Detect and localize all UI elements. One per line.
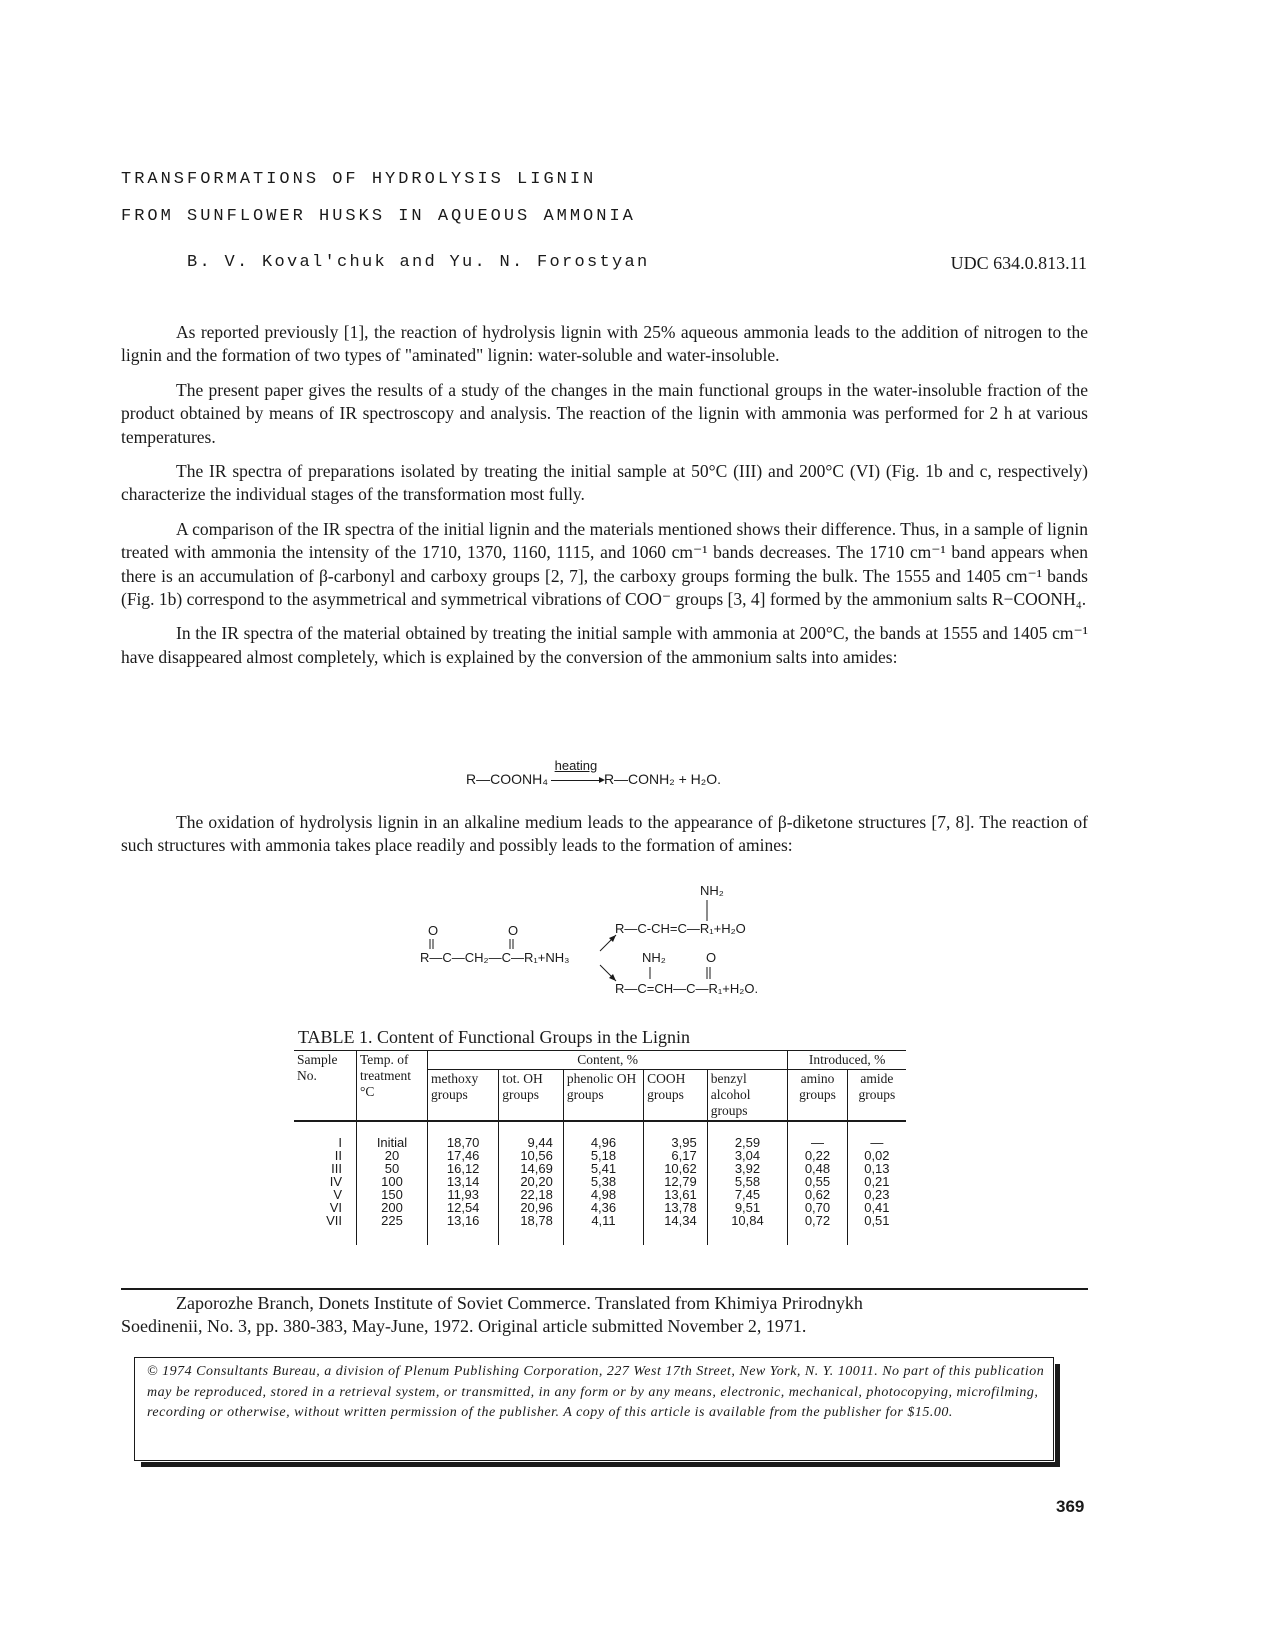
- table-caption: TABLE 1. Content of Functional Groups in the Lignin: [298, 1027, 691, 1047]
- copyright-notice: © 1974 Consultants Bureau, a division of Plenum Publishing Corporation, 227 West 17th Street, New York, N. Y. 10011. No part of this publication may be reproduced, stored in a retrieval system, or transmitted, in any form or by any means, electronic, mechanical, photocopying, microfilming, recording or otherwise, without written permission of the publisher. A copy of this article is available from the publisher for $15.00.: [134, 1357, 1054, 1461]
- col-amide: amide groups: [847, 1070, 906, 1122]
- cell: III: [331, 1161, 342, 1176]
- cell: 13,61: [644, 1188, 708, 1201]
- cell: II: [334, 1148, 342, 1163]
- cell: 200: [357, 1201, 428, 1214]
- cell: 3,04: [707, 1149, 788, 1162]
- footer-rule: [121, 1288, 1088, 1290]
- col-methoxy: methoxy groups: [428, 1070, 499, 1122]
- cell: 4,36: [563, 1201, 643, 1214]
- cell: 0,22: [788, 1149, 848, 1162]
- cell: 0,55: [788, 1175, 848, 1188]
- cell: —: [788, 1121, 848, 1149]
- o-label-2: O: [508, 923, 519, 938]
- paragraph-2: The present paper gives the results of a study of the changes in the main functional groups in the water-insoluble fraction of the product obtained by means of IR spectroscopy and analysis. The reaction of the lignin with ammonia was performed for 2 h at various temperatures.: [121, 379, 1088, 447]
- o-label-1: O: [428, 923, 439, 938]
- cell: 7,45: [707, 1188, 788, 1201]
- cell: 0,62: [788, 1188, 848, 1201]
- cell: 150: [357, 1188, 428, 1201]
- cell: 4,96: [563, 1121, 643, 1149]
- cell: 20: [357, 1149, 428, 1162]
- amide-equation: [466, 758, 721, 787]
- cell: 10,56: [499, 1149, 564, 1162]
- cell: 18,78: [499, 1214, 564, 1227]
- product-2-formula: R—C=CH—C—R₁+H₂O.: [615, 981, 759, 996]
- cell: 6,17: [644, 1149, 708, 1162]
- col-benzyl-alcohol: benzyl alcohol groups: [707, 1070, 788, 1122]
- cell: 5,41: [563, 1162, 643, 1175]
- cell: 20,20: [499, 1175, 564, 1188]
- header-temp: Temp. of treatment °C: [357, 1051, 428, 1122]
- o-label-3: O: [706, 950, 717, 965]
- reaction-arrow: [548, 758, 604, 787]
- paragraph-3: The IR spectra of preparations isolated by treating the initial sample at 50°C (III) and 200°C (VI) (Fig. 1b and c, respectively) characterize the individual stages of the transformation most fully.: [121, 461, 1088, 505]
- page-number: 369: [1056, 1497, 1085, 1516]
- body-text-2: [121, 811, 1088, 869]
- cell: 13,14: [428, 1175, 499, 1188]
- reactant-formula: R—C—CH₂—C—R₁+NH₃: [420, 950, 570, 965]
- cell: 9,44: [499, 1121, 564, 1149]
- cell: 16,12: [428, 1162, 499, 1175]
- cell: 17,46: [428, 1149, 499, 1162]
- diketone-reaction-scheme: [420, 885, 800, 1003]
- equation-left: R—COONH₄: [466, 771, 548, 787]
- cell: 0,02: [847, 1149, 906, 1162]
- col-tot-oh: tot. OH groups: [499, 1070, 564, 1122]
- cell: 5,18: [563, 1149, 643, 1162]
- functional-groups-table: [294, 1050, 906, 1245]
- cell: 100: [357, 1175, 428, 1188]
- cell: 9,51: [707, 1201, 788, 1214]
- col-amino: amino groups: [788, 1070, 848, 1122]
- title-line-2: FROM SUNFLOWER HUSKS IN AQUEOUS AMMONIA: [121, 207, 636, 226]
- cell: VII: [326, 1213, 342, 1228]
- body-text: [121, 321, 1088, 680]
- affiliation-line-2: Soedinenii, No. 3, pp. 380-383, May-June, 1972. Original article submitted November 2, 1971.: [121, 1316, 807, 1336]
- header-introduced: Introduced, %: [788, 1051, 906, 1070]
- arrow-label: heating: [554, 758, 598, 773]
- cell: Initial: [357, 1121, 428, 1149]
- cell: 225: [357, 1214, 428, 1227]
- authors: B. V. Koval'chuk and Yu. N. Forostyan: [187, 253, 650, 272]
- nh2-label-2: NH₂: [642, 950, 666, 965]
- cell: 14,69: [499, 1162, 564, 1175]
- cell: 22,18: [499, 1188, 564, 1201]
- nh2-label-1: NH₂: [700, 885, 724, 898]
- title-line-1: TRANSFORMATIONS OF HYDROLYSIS LIGNIN: [121, 170, 597, 189]
- cell: VI: [329, 1200, 342, 1215]
- cell: 5,38: [563, 1175, 643, 1188]
- cell: 13,78: [644, 1201, 708, 1214]
- cell: 13,16: [428, 1214, 499, 1227]
- cell: 0,70: [788, 1201, 848, 1214]
- cell: 0,72: [788, 1214, 848, 1227]
- cell: 18,70: [428, 1121, 499, 1149]
- cell: 5,58: [707, 1175, 788, 1188]
- affiliation: [121, 1292, 1088, 1338]
- cell: 0,23: [847, 1188, 906, 1201]
- header-sample: Sample No.: [297, 1052, 338, 1083]
- product-1-formula: R—C‑CH=C—R₁+H₂O: [615, 921, 746, 936]
- col-cooh: COOH groups: [644, 1070, 708, 1122]
- cell: 0,21: [847, 1175, 906, 1188]
- cell: 4,98: [563, 1188, 643, 1201]
- cell: 11,93: [428, 1188, 499, 1201]
- cell: 0,41: [847, 1201, 906, 1214]
- cell: V: [333, 1187, 342, 1202]
- col-phenolic-oh: phenolic OH groups: [563, 1070, 643, 1122]
- cell: 50: [357, 1162, 428, 1175]
- cell: I: [338, 1135, 342, 1150]
- cell: 4,11: [563, 1214, 643, 1227]
- equation-right: R—CONH₂ + H₂O.: [603, 771, 721, 787]
- cell: 0,51: [847, 1214, 906, 1227]
- cell: 14,34: [644, 1214, 708, 1227]
- cell: IV: [329, 1174, 342, 1189]
- paragraph-5: In the IR spectra of the material obtained by treating the initial sample with ammonia at 200°C, the bands at 1555 and 1405 cm⁻¹ have disappeared almost completely, which is explained by the conversion of the ammonium salts into amides:: [121, 623, 1088, 667]
- cell: 20,96: [499, 1201, 564, 1214]
- cell: 12,54: [428, 1201, 499, 1214]
- paragraph-4: A comparison of the IR spectra of the initial lignin and the materials mentioned shows their difference. Thus, in a sample of lignin treated with ammonia the intensity of the 1710, 1370, 1160, 1115, and 1060 cm⁻¹ bands decreases. The 1710 cm⁻¹ band appears when there is an accumulation of β-carbonyl and carboxy groups [2, 7], the carboxy groups forming the bulk. The 1555 and 1405 cm⁻¹ bands (Fig. 1b) correspond to the asymmetrical and symmetrical vibrations of COO⁻ groups [3, 4] formed by the ammonium salts R−COONH₄.: [121, 518, 1088, 610]
- table-row: [294, 1121, 906, 1149]
- cell: 3,92: [707, 1162, 788, 1175]
- header-content: Content, %: [428, 1051, 788, 1070]
- table-row: [294, 1214, 906, 1227]
- paragraph-1: As reported previously [1], the reaction of hydrolysis lignin with 25% aqueous ammonia leads to the addition of nitrogen to the lignin and the formation of two types of "aminated" lignin: water-soluble and water-insoluble.: [121, 322, 1088, 366]
- affiliation-line-1: Zaporozhe Branch, Donets Institute of Soviet Commerce. Translated from Khimiya Prirodnykh: [176, 1293, 863, 1313]
- cell: 2,59: [707, 1121, 788, 1149]
- cell: 0,13: [847, 1162, 906, 1175]
- cell: 0,48: [788, 1162, 848, 1175]
- paragraph-6: The oxidation of hydrolysis lignin in an alkaline medium leads to the appearance of β-diketone structures [7, 8]. The reaction of such structures with ammonia takes place readily and possibly leads to the formation of amines:: [121, 812, 1088, 856]
- cell: 12,79: [644, 1175, 708, 1188]
- udc-code: UDC 634.0.813.11: [950, 253, 1087, 273]
- cell: 10,62: [644, 1162, 708, 1175]
- cell: 10,84: [707, 1214, 788, 1227]
- cell: —: [847, 1121, 906, 1149]
- cell: 3,95: [644, 1121, 708, 1149]
